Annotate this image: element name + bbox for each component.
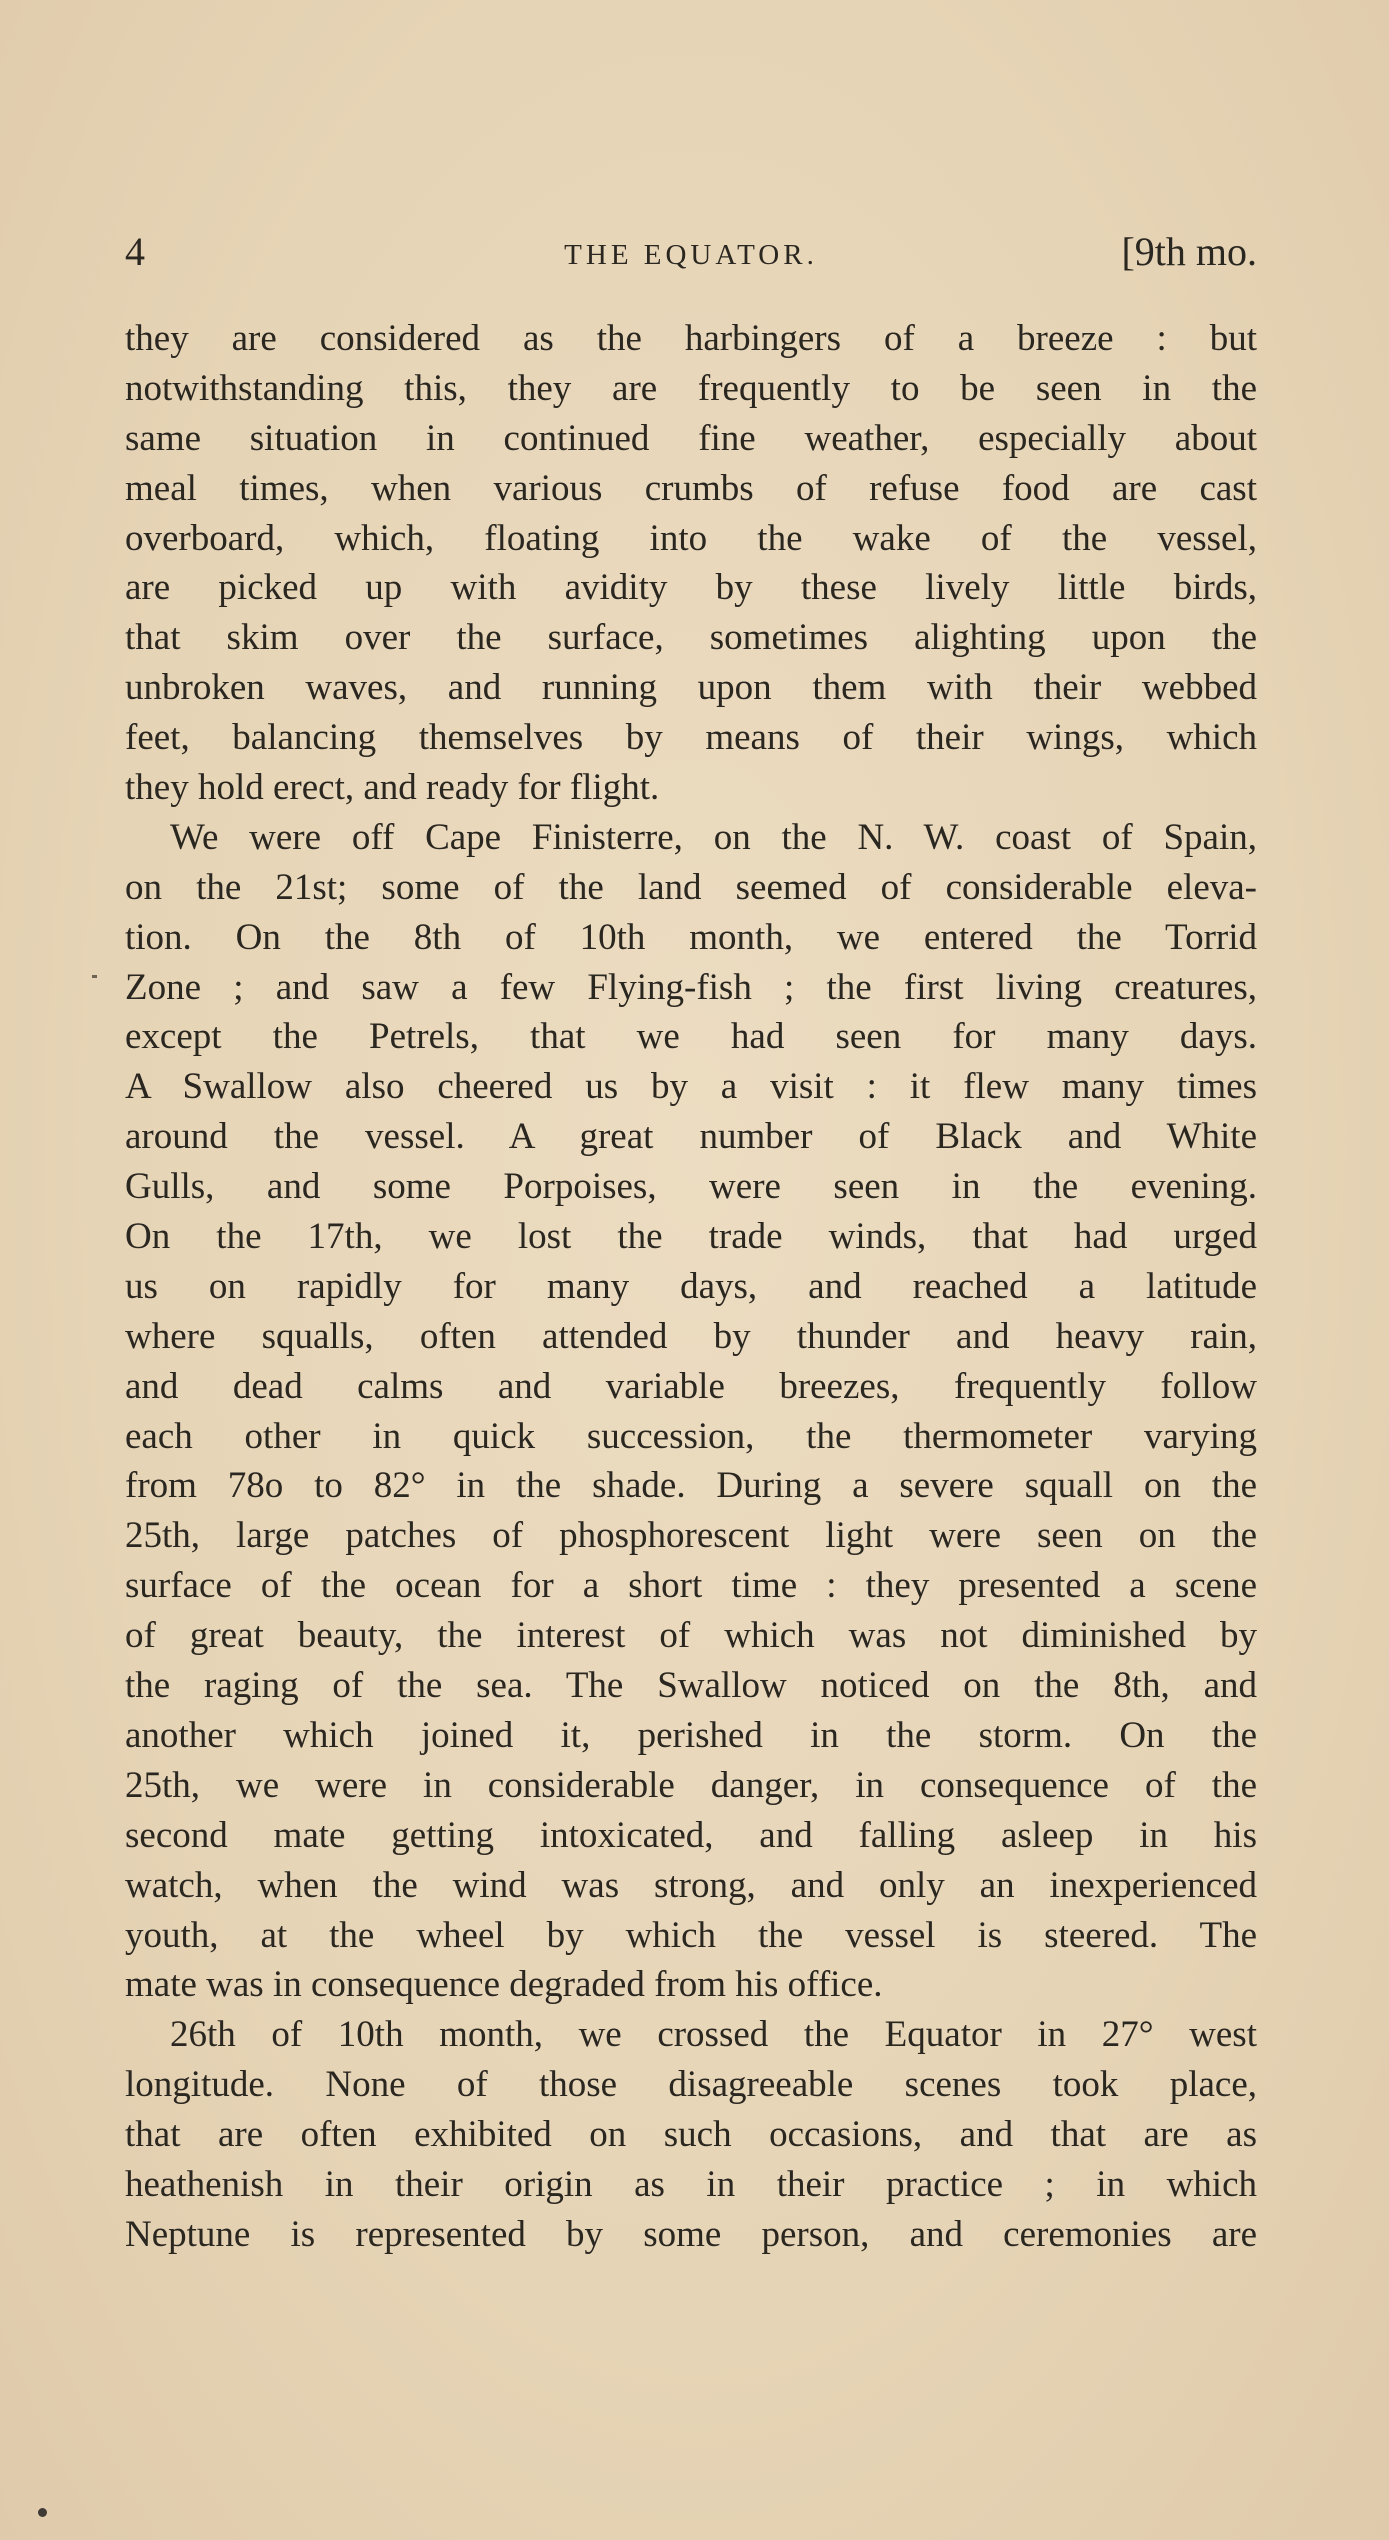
text-line: Zone ; and saw a few Flying-fish ; the first living creatures, — [125, 966, 1257, 1008]
paragraph-end-line: mate was in consequence degraded from his office. — [125, 1964, 883, 2006]
running-section: [9th mo. — [1121, 229, 1257, 274]
text-line: youth, at the wheel by which the vessel is steered. The — [125, 1914, 1257, 1956]
text-line: heathenish in their origin as in their practice ; in which — [125, 2163, 1257, 2205]
page-number: 4 — [125, 229, 145, 274]
text-line: Neptune is represented by some person, and ceremonies are — [125, 2213, 1257, 2255]
text-line: they are considered as the harbingers of a breeze : but — [125, 318, 1257, 359]
text-line: longitude. None of those disagreeable scenes took place, — [125, 2064, 1257, 2106]
running-head — [125, 226, 1257, 286]
text-line: 25th, large patches of phosphorescent light were seen on the — [125, 1515, 1257, 1557]
paragraph-end-line: they hold erect, and ready for flight. — [125, 767, 660, 809]
text-line: that are often exhibited on such occasions, and that are as — [125, 2114, 1257, 2156]
text-line: the raging of the sea. The Swallow noticed on the 8th, and — [125, 1665, 1257, 1707]
paragraph-start-line: We were off Cape Finisterre, on the N. W. coast of Spain, — [170, 816, 1257, 858]
text-line: notwithstanding this, they are frequently to be seen in the — [125, 367, 1257, 409]
text-line: from 78o to 82° in the shade. During a severe squall on the — [125, 1465, 1257, 1507]
text-line: tion. On the 8th of 10th month, we entered the Torrid — [125, 916, 1257, 958]
text-line: meal times, when various crumbs of refuse food are cast — [125, 467, 1257, 509]
text-line: on the 21st; some of the land seemed of considerable eleva- — [125, 866, 1257, 908]
text-line: surface of the ocean for a short time : they presented a scene — [125, 1565, 1257, 1607]
text-line: around the vessel. A great number of Black and White — [125, 1116, 1257, 1158]
text-line: second mate getting intoxicated, and falling asleep in his — [125, 1814, 1257, 1856]
text-line: unbroken waves, and running upon them with their webbed — [125, 667, 1257, 709]
text-line: each other in quick succession, the thermometer varying — [125, 1415, 1257, 1457]
text-line: watch, when the wind was strong, and only an inexperienced — [125, 1864, 1257, 1906]
text-line: 25th, we were in considerable danger, in consequence of the — [125, 1764, 1257, 1806]
text-line: and dead calms and variable breezes, frequently follow — [125, 1365, 1257, 1407]
paragraph-start-line: 26th of 10th month, we crossed the Equator in 27° west — [170, 2014, 1257, 2056]
text-line: except the Petrels, that we had seen for many days. — [125, 1016, 1257, 1058]
body-text — [125, 314, 1257, 2260]
text-line: us on rapidly for many days, and reached a latitude — [125, 1265, 1257, 1307]
text-line: same situation in continued fine weather, especially about — [125, 417, 1257, 459]
text-line: of great beauty, the interest of which was not diminished by — [125, 1615, 1257, 1657]
running-title: THE EQUATOR. — [564, 239, 818, 271]
text-line: feet, balancing themselves by means of their wings, which — [125, 717, 1257, 759]
margin-mark — [92, 975, 97, 978]
text-line: are picked up with avidity by these lively little birds, — [125, 567, 1257, 609]
text-line: Gulls, and some Porpoises, were seen in the evening. — [125, 1166, 1257, 1208]
text-line: another which joined it, perished in the storm. On the — [125, 1714, 1257, 1756]
text-line: overboard, which, floating into the wake of the vessel, — [125, 517, 1257, 559]
text-line: A Swallow also cheered us by a visit : it flew many times — [125, 1066, 1257, 1108]
text-line: where squalls, often attended by thunder and heavy rain, — [125, 1315, 1257, 1357]
text-line: that skim over the surface, sometimes alighting upon the — [125, 617, 1257, 659]
ink-speck — [38, 2508, 47, 2517]
text-line: On the 17th, we lost the trade winds, that had urged — [125, 1216, 1257, 1258]
